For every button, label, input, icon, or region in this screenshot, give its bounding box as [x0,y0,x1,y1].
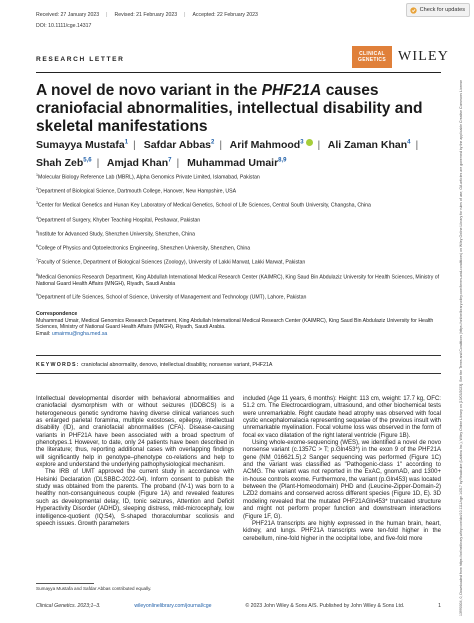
keywords-text: craniofacial abnormality, denovo, intellectual disability, nonsense variant, PHF21A [81,362,273,368]
journal-logo-line2: GENETICS [358,57,386,63]
email-label: Email: [36,330,52,337]
author-separator: | [317,138,321,151]
correspondence [36,311,441,337]
author-separator: | [415,138,419,151]
body-paragraph: PHF21A transcripts are highly expressed in the human brain, heart, kidney, and lungs. PHF21A transcripts were ten-fold higher in the cerebellum, nine-fold higher in the occipital lobe, and five-fold more [243,520,441,542]
author-name: Sumayya Mustafa [36,138,125,151]
affiliation [36,215,441,224]
author[interactable] [328,139,411,151]
publisher-logo[interactable]: WILEY [398,49,450,64]
date-separator: | [106,12,108,18]
copyright: © 2023 John Wiley & Sons A/S. Published by John Wiley & Sons Ltd. [245,603,405,609]
affiliation-text: Center for Medical Genetics and Hunan Key Laboratory of Medical Genetics, School of Life Sciences, Central South University, Changsha, China [38,203,371,210]
affiliation-text: College of Physics and Optoelectronics Engineering, Shenzhen University, Shenzhen, China [38,245,251,252]
correspondence-heading: Correspondence [36,311,78,317]
page-footer [36,603,441,609]
body-paragraph: Intellectual developmental disorder with behavioral abnormalities and craniofacial dysmorphism with or without seizures (IDDBCS) is a heterogeneous genetic syndrome having diverse clinical variances such as enlarged parietal foramina, multiple exostoses, epilepsy, intellectual disability (ID), and craniofacial abnormalities (CFA). Disease-causing variants in PHF21A have been associated with a broad spectrum of phenotypes.1 However, to date, only 24 patients have been described in the literature; thus, reporting additional cases with overlapping findings will significantly help in genotype–phenotype co-relations and help to explore and understand the underlying pathophysiological mechanism. [36,396,234,469]
affiliation [36,292,441,301]
affiliation-number: 7 [36,258,38,263]
affiliation [36,272,441,288]
author-list [36,135,448,171]
author-affil-ref[interactable]: 5,6 [83,157,92,163]
footnote-rule [36,583,94,584]
date-separator: | [184,12,186,18]
check-for-updates-label: Check for updates [419,7,465,13]
affiliation-text: Department of Surgery, Khyber Teaching Hospital, Peshawar, Pakistan [38,217,201,224]
author[interactable] [107,157,172,169]
author[interactable] [36,157,92,169]
side-strip-text: 13990004, 0, Downloaded from https://onlinelibrary.wiley.com/doi/10.1111/cge.14317 by Readcube (Labtiva Inc.), Wiley Online Library on [13/03/2023]. See the Terms and Conditions (https://onlinelibrary.wiley.com/terms-and-conditions) on Wiley Online Library for rules of use; OA articles are governed by the applicable Creative Commons License [459,79,463,616]
author-name: Shah Zeb [36,156,84,169]
affiliation-number: 8 [36,272,38,277]
article-title [36,82,448,136]
journal-logo-line1: CLINICAL [359,51,385,57]
keywords-bottom-divider [36,373,441,374]
affiliation [36,243,441,252]
download-side-strip [456,0,474,623]
affiliation-number: 3 [36,201,38,206]
affiliation-number: 9 [36,293,38,298]
author-separator: | [133,138,136,151]
affiliation-text: Molecular Biology Reference Lab (MBRL), Alpha Genomics Private Limited, Islamabad, Pakistan [38,174,260,181]
author-separator: | [176,156,180,169]
author-name: Arif Mahmood [229,138,301,151]
affiliation-number: 5 [36,229,38,234]
author-name: Muhammad Umair [187,156,279,169]
article-dates [36,12,258,18]
affiliation-text: Faculty of Science, Department of Biological Sciences (Zoology), University of Lakki Marwat, Lakki Marwat, Pakistan [38,260,306,267]
affiliation-number: 6 [36,244,38,249]
affiliation-number: 2 [36,187,38,192]
citation: Clinical Genetics. 2023;1–3. [36,603,101,609]
received-date: Received: 27 January 2023 [36,12,100,18]
orcid-icon[interactable] [306,139,313,146]
author-name: Ali Zaman Khan [327,138,408,151]
affiliation [36,186,441,195]
page-number: 1 [438,603,441,609]
title-suffix: causes craniofacial abnormalities, intellectual disability and skeletal manifestations [36,82,423,135]
author-affil-ref[interactable]: 4 [407,139,411,145]
affiliation-text: Institute for Advanced Study, Shenzhen University, Shenzhen, China [38,231,195,238]
keywords-label: KEYWORDS: [36,362,80,368]
author-name: Amjad Khan [106,156,169,169]
author-name: Safdar Abbas [143,138,211,151]
affiliation-number: 1 [36,173,38,177]
author-affil-ref[interactable]: 8,9 [278,157,287,163]
author-affil-ref[interactable]: 2 [211,139,215,145]
footnote: Sumayya Mustafa and Safdar Abbas contributed equally. [36,586,152,591]
accepted-date: Accepted: 22 February 2023 [192,12,258,18]
affiliation [36,229,441,238]
correspondence-body: Muhammad Umair, Medical Genomics Research Department, King Abdullah International Medical Research Center (KAIMRC), King Saud Bin Abdulaziz University for Health Sciences, Ministry of National Guard Health Affairs (MNGH), Riyadh, Saudi Arabia. [36,317,434,331]
journal-url-link[interactable]: wileyonlinelibrary.com/journal/cge [134,603,212,609]
affiliation-text: Medical Genomics Research Department, King Abdullah International Medical Research Center (KAIMRC), King Saud Bin Abdulaziz University for Health Sciences, Ministry of National Guard Health Affairs (MNGH), Riyadh, Saudi Arabia [36,274,440,287]
body-column-right [243,396,441,543]
affiliation [36,200,441,209]
keywords-top-divider [36,355,441,356]
affiliation-number: 4 [36,215,38,220]
author[interactable] [36,139,128,151]
affiliation [36,172,441,181]
keywords [36,362,272,368]
body-column-left [36,396,234,528]
affiliation-text: Department of Life Sciences, School of Science, University of Management and Technology (UMT), Lahore, Pakistan [38,295,307,302]
affiliations [36,172,441,307]
author-separator: | [96,156,100,169]
journal-logo[interactable] [352,46,392,68]
author-affil-ref[interactable]: 3 [300,139,304,145]
body-paragraph: Using whole-exome-sequencing (WES), we identified a novel de novo nonsense variant (c.1357C > T; p.Gln453*) in the exon 9 of the PHF21A gene (NM_016621.5).2 Sanger sequencing was performed (Figure 1C) and the variant was classified as "Pathogenic-class 1" according to ACMG. The variant was not reported in the ExAC, gnomAD, and 1300+ in-house controls exome. Furthermore, the variant (p.Gln453) was located between the (Plant-Homeodomain) PHD and (Leucine-Zipper-Domain-2) LZD2 domains and conserved across different species (Figure 1D, E). 3D modeling revealed that the mutated PHF21AGln453* truncated structure and might not perform proper function and downstream interactions (Figure 1F, G). [243,440,441,520]
author[interactable] [144,139,215,151]
refresh-icon [410,7,417,14]
email-link[interactable]: umairmu@ngha.med.sa [51,330,108,337]
author-affil-ref[interactable]: 1 [124,139,129,145]
author-separator: | [219,138,223,151]
body-paragraph: included (Age 11 years, 6 months): Height: 113 cm, weight: 17.7 kg, OFC: 51.2 cm. The Electrocardiogram, ultrasound, and other biochemical tests were unremarkable. Right caudate head atrophy was observed with focal cystic encephalomalacia representing sequelae of the previous insult with unremarkable myelination. Focal volume loss was observed in the form of focal ex vaco dilatation of the right lateral ventricle (Figure 1B). [243,396,441,439]
article-type: RESEARCH LETTER [36,56,125,63]
author-affil-ref[interactable]: 7 [168,157,172,163]
title-gene: PHF21A [261,82,322,99]
affiliation [36,257,441,266]
affiliation-text: Department of Biological Science, Dartmouth College, Hanover, New Hampshire, USA [38,188,237,195]
body-paragraph: The IRB of UMT approved the current study in accordance with Helsinki Declaration (DLSBBC-2022-04). Inform consent to publish the study was obtained from the parents. The proband (IV-1) was born to a healthy non-consanguineous couple (Figure 1A) and revealed features such as developmental delay, ID, tonic seizures, Attention and Deficit Hyperactivity Disorder (ADHD), sleeping distress, mild-microcephaly, low intelligence-quotient (IQ:54), S-shaped thoracolumbar scoliosis and speech issues. Growth parameters [36,469,234,527]
author[interactable] [230,139,313,151]
author[interactable] [187,157,286,169]
doi: DOI: 10.1111/cge.14317 [36,23,92,29]
header-divider [36,72,441,73]
title-prefix: A novel de novo variant in the [36,82,262,99]
revised-date: Revised: 21 February 2023 [114,12,178,18]
